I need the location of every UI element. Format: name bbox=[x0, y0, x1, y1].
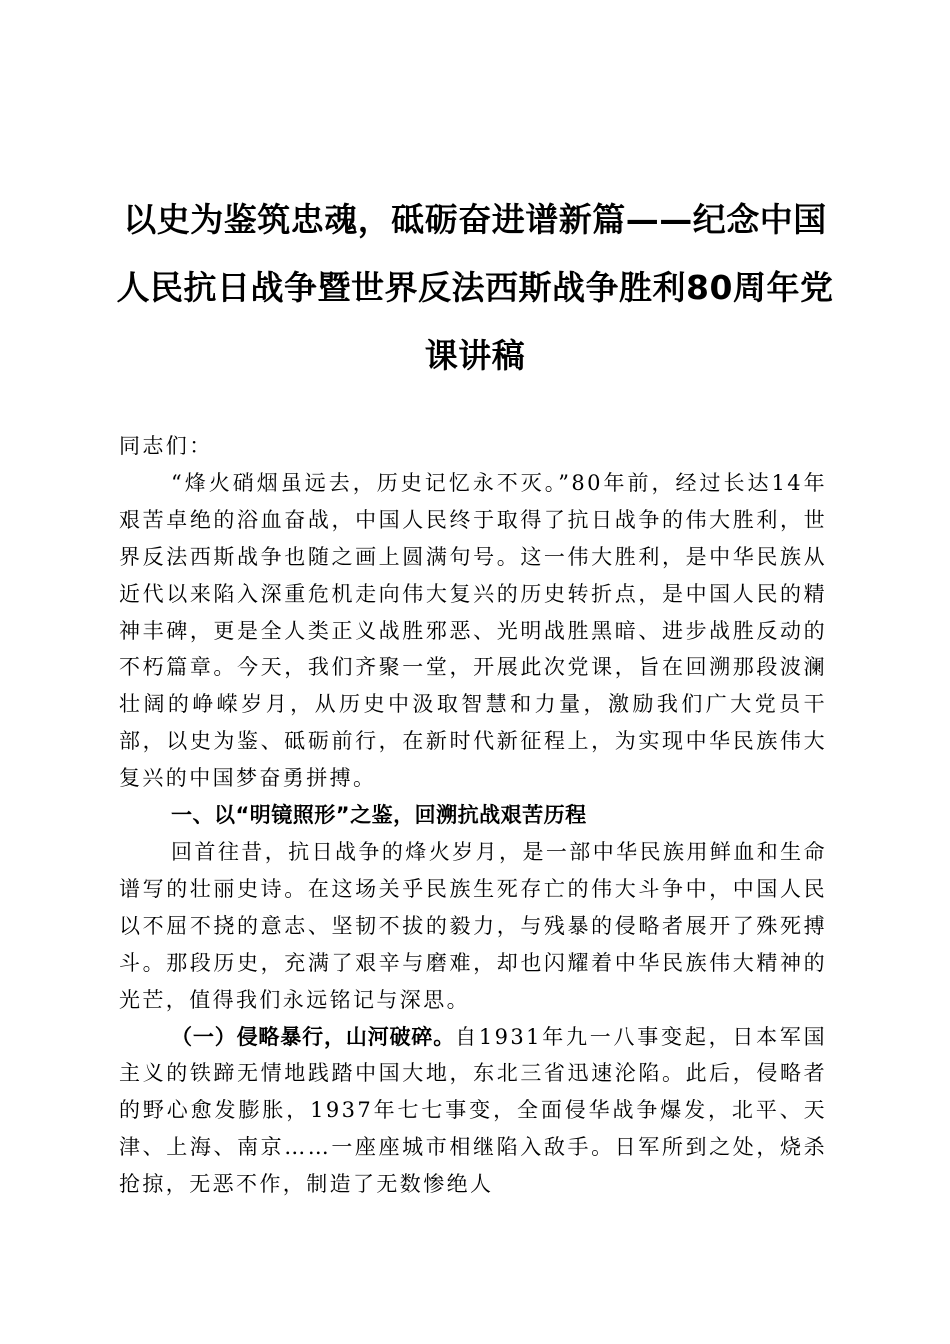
subsection-1-text: 自1931年九一八事变起，日本军国主义的铁蹄无情地践踏中国大地，东北三省迅速沦陷。此后，侵略者的野心愈发膨胀，1937年七七事变，全面侵华战争爆发，北平、天津、上海、南京……一座座城市相继陷入敌手。日军所到之处，烧杀抢掠，无恶不作，制造了无数惨绝人 bbox=[119, 1024, 827, 1197]
section-heading-1: 一、以“明镜照形”之鉴，回溯抗战艰苦历程 bbox=[171, 803, 587, 828]
document-title: 以史为鉴筑忠魂，砥砺奋进谱新篇——纪念中国人民抗日战争暨世界反法西斯战争胜利80周年党课讲稿 bbox=[116, 200, 834, 375]
section-1-paragraph: 回首往昔，抗日战争的烽火岁月，是一部中华民族用鲜血和生命谱写的壮丽史诗。在这场关乎民族生死存亡的伟大斗争中，中国人民以不屈不挠的意志、坚韧不拔的毅力，与残暴的侵略者展开了殊死搏斗。那段历史，充满了艰辛与磨难，却也闪耀着中华民族伟大精神的光芒，值得我们永远铭记与深思。 bbox=[119, 839, 827, 1012]
subsection-1-lead: （一）侵略暴行，山河破碎。 bbox=[171, 1024, 456, 1049]
salutation: 同志们： bbox=[119, 434, 213, 458]
document-body bbox=[119, 428, 827, 1203]
intro-paragraph: “烽火硝烟虽远去，历史记忆永不灭。”80年前，经过长达14年艰苦卓绝的浴血奋战，中国人民终于取得了抗日战争的伟大胜利，世界反法西斯战争也随之画上圆满句号。这一伟大胜利，是中华民族从近代以来陷入深重危机走向伟大复兴的历史转折点，是中国人民的精神丰碑，更是全人类正义战胜邪恶、光明战胜黑暗、进步战胜反动的不朽篇章。今天，我们齐聚一堂，开展此次党课，旨在回溯那段波澜壮阔的峥嵘岁月，从历史中汲取智慧和力量，激励我们广大党员干部，以史为鉴、砥砺前行，在新时代新征程上，为实现中华民族伟大复兴的中国梦奋勇拼搏。 bbox=[119, 470, 827, 791]
subsection-1-paragraph bbox=[119, 1019, 827, 1204]
